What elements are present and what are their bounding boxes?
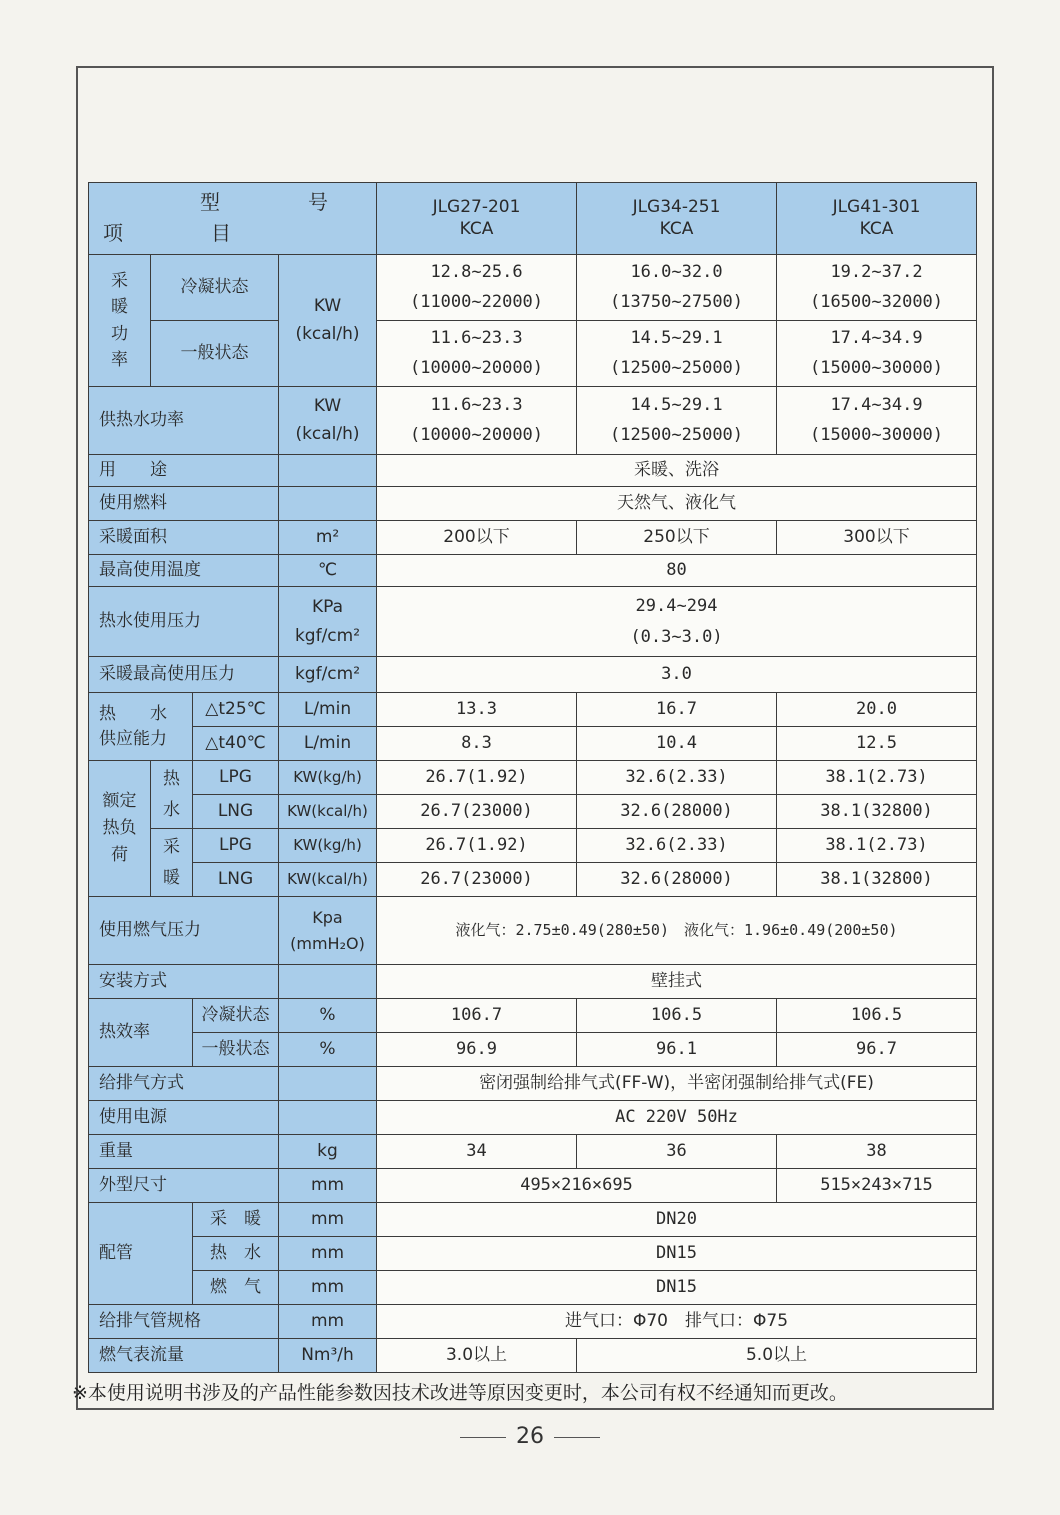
rated-load-hot-water: 热 水 (151, 761, 193, 829)
table-cell: 进气口：Φ70 排气口：Φ75 (377, 1305, 977, 1339)
table-row (89, 555, 977, 587)
table-cell: 8.3 (377, 727, 577, 761)
weight-unit: kg (279, 1135, 377, 1169)
table-row (89, 1067, 977, 1101)
table-cell: 天然气、液化气 (377, 487, 977, 521)
page-number: 26 (516, 1424, 544, 1449)
unit-cell: mm (279, 1237, 377, 1271)
table-cell: 11.6~23.3 (10000~20000) (377, 321, 577, 387)
piping-row-label: 采 暖 (193, 1203, 279, 1237)
table-cell: 34 (377, 1135, 577, 1169)
table-cell: 96.1 (577, 1033, 777, 1067)
item-label: 项 目 (103, 220, 265, 245)
table-row (89, 321, 977, 387)
heating-area-unit: m² (279, 521, 377, 555)
exhaust-pipe-label: 给排气管规格 (89, 1305, 279, 1339)
table-row (89, 761, 977, 795)
gas-meter-unit: Nm³/h (279, 1339, 377, 1373)
heating-power-row-label: 一般状态 (151, 321, 279, 387)
heating-max-pressure-label: 采暖最高使用压力 (89, 657, 279, 693)
table-cell: 96.7 (777, 1033, 977, 1067)
gas-type: LNG (193, 795, 279, 829)
table-row (89, 1033, 977, 1067)
page-number-dash-right (554, 1437, 600, 1438)
unit-cell: KW(kcal/h) (279, 795, 377, 829)
table-cell: 32.6(2.33) (577, 829, 777, 863)
table-row (89, 1135, 977, 1169)
table-cell: 12.8~25.6 (11000~22000) (377, 255, 577, 321)
exhaust-method-label: 给排气方式 (89, 1067, 279, 1101)
table-row (89, 693, 977, 727)
table-row (89, 999, 977, 1033)
table-row (89, 1169, 977, 1203)
table-cell: 密闭强制给排气式(FF-W)，半密闭强制给排气式(FE) (377, 1067, 977, 1101)
table-row (89, 965, 977, 999)
empty-unit (279, 1067, 377, 1101)
rated-load-heating: 采 暖 (151, 829, 193, 897)
unit-cell: KW(kg/h) (279, 829, 377, 863)
table-cell: 13.3 (377, 693, 577, 727)
table-cell: 10.4 (577, 727, 777, 761)
table-cell: 液化气：2.75±0.49(280±50) 液化气：1.96±0.49(200±50) (377, 897, 977, 965)
gas-pressure-unit: Kpa (mmH₂O) (279, 897, 377, 965)
heating-power-row-label: 冷凝状态 (151, 255, 279, 321)
table-cell: 106.5 (777, 999, 977, 1033)
table-cell: AC 220V 50Hz (377, 1101, 977, 1135)
piping-group: 配管 (89, 1203, 193, 1305)
dimensions-label: 外型尺寸 (89, 1169, 279, 1203)
table-row (89, 1203, 977, 1237)
table-cell: 96.9 (377, 1033, 577, 1067)
hot-water-supply-group: 热 水 供应能力 (89, 693, 193, 761)
table-cell: 38 (777, 1135, 977, 1169)
hot-water-pressure-unit: KPa kgf/cm² (279, 587, 377, 657)
gas-meter-label: 燃气表流量 (89, 1339, 279, 1373)
table-cell: DN20 (377, 1203, 977, 1237)
table-cell: 12.5 (777, 727, 977, 761)
table-cell: 515×243×715 (777, 1169, 977, 1203)
table-cell: 3.0 (377, 657, 977, 693)
table-cell: 16.0~32.0 (13750~27500) (577, 255, 777, 321)
table-cell: 200以下 (377, 521, 577, 555)
table-cell: 36 (577, 1135, 777, 1169)
table-cell: 300以下 (777, 521, 977, 555)
table-cell: 16.7 (577, 693, 777, 727)
table-row (89, 1339, 977, 1373)
table-cell: 38.1(32800) (777, 863, 977, 897)
table-row (89, 1271, 977, 1305)
dimensions-unit: mm (279, 1169, 377, 1203)
heating-power-group: 采 暖 功 率 (89, 255, 151, 387)
empty-unit (279, 1101, 377, 1135)
page-number-block (0, 1424, 1060, 1449)
table-cell: 38.1(32800) (777, 795, 977, 829)
spec-table (88, 182, 977, 1373)
model-1: JLG27-201 KCA (377, 183, 577, 255)
model-2: JLG34-251 KCA (577, 183, 777, 255)
efficiency-row-label: 冷凝状态 (193, 999, 279, 1033)
heating-max-pressure-unit: kgf/cm² (279, 657, 377, 693)
table-row (89, 487, 977, 521)
table-row (89, 727, 977, 761)
table-row (89, 387, 977, 455)
table-cell: 26.7(23000) (377, 863, 577, 897)
unit-cell: KW(kg/h) (279, 761, 377, 795)
table-row (89, 1305, 977, 1339)
piping-row-label: 热 水 (193, 1237, 279, 1271)
gas-pressure-label: 使用燃气压力 (89, 897, 279, 965)
gas-type: LPG (193, 829, 279, 863)
exhaust-pipe-unit: mm (279, 1305, 377, 1339)
unit-cell: L/min (279, 693, 377, 727)
table-cell: 17.4~34.9 (15000~30000) (777, 387, 977, 455)
power-supply-label: 使用电源 (89, 1101, 279, 1135)
efficiency-row-label: 一般状态 (193, 1033, 279, 1067)
table-row (89, 657, 977, 693)
max-temp-unit: ℃ (279, 555, 377, 587)
table-cell: 495×216×695 (377, 1169, 777, 1203)
table-cell: 106.5 (577, 999, 777, 1033)
table-cell: 19.2~37.2 (16500~32000) (777, 255, 977, 321)
table-cell: 29.4~294 (0.3~3.0) (377, 587, 977, 657)
header-corner (89, 183, 377, 255)
empty-unit (279, 455, 377, 487)
table-cell: 26.7(1.92) (377, 829, 577, 863)
weight-label: 重量 (89, 1135, 279, 1169)
gas-type: LPG (193, 761, 279, 795)
footnote: ※本使用说明书涉及的产品性能参数因技术改进等原因变更时，本公司有权不经通知而更改。 (72, 1382, 848, 1404)
unit-cell: L/min (279, 727, 377, 761)
unit-cell: % (279, 1033, 377, 1067)
table-cell: 26.7(1.92) (377, 761, 577, 795)
table-row (89, 255, 977, 321)
unit-cell: mm (279, 1271, 377, 1305)
table-cell: 32.6(28000) (577, 795, 777, 829)
table-cell: 250以下 (577, 521, 777, 555)
table-cell: 32.6(28000) (577, 863, 777, 897)
table-cell: 14.5~29.1 (12500~25000) (577, 387, 777, 455)
table-cell: 38.1(2.73) (777, 829, 977, 863)
table-row (89, 795, 977, 829)
heating-area-label: 采暖面积 (89, 521, 279, 555)
empty-unit (279, 965, 377, 999)
delta-t-label: △t40℃ (193, 727, 279, 761)
table-cell: 3.0以上 (377, 1339, 577, 1373)
model-label: 型 号 (200, 189, 362, 214)
table-row (89, 521, 977, 555)
fuel-label: 使用燃料 (89, 487, 279, 521)
table-row (89, 897, 977, 965)
table-row (89, 1101, 977, 1135)
hot-water-power-label: 供热水功率 (89, 387, 279, 455)
table-cell: 106.7 (377, 999, 577, 1033)
efficiency-group: 热效率 (89, 999, 193, 1067)
table-cell: 20.0 (777, 693, 977, 727)
table-cell: 14.5~29.1 (12500~25000) (577, 321, 777, 387)
table-cell: 壁挂式 (377, 965, 977, 999)
table-cell: DN15 (377, 1271, 977, 1305)
max-temp-label: 最高使用温度 (89, 555, 279, 587)
table-cell: 17.4~34.9 (15000~30000) (777, 321, 977, 387)
page-number-dash-left (460, 1437, 506, 1438)
table-cell: 5.0以上 (577, 1339, 977, 1373)
unit-cell: % (279, 999, 377, 1033)
rated-load-group: 额定 热负 荷 (89, 761, 151, 897)
empty-unit (279, 487, 377, 521)
hot-water-pressure-label: 热水使用压力 (89, 587, 279, 657)
hot-water-power-unit: KW (kcal/h) (279, 387, 377, 455)
table-row (89, 1237, 977, 1271)
table-row (89, 455, 977, 487)
heating-power-unit: KW (kcal/h) (279, 255, 377, 387)
table-row (89, 863, 977, 897)
table-row (89, 587, 977, 657)
model-3: JLG41-301 KCA (777, 183, 977, 255)
usage-label: 用 途 (89, 455, 279, 487)
unit-cell: mm (279, 1203, 377, 1237)
table-cell: 26.7(23000) (377, 795, 577, 829)
table-cell: DN15 (377, 1237, 977, 1271)
header-row (89, 183, 977, 255)
table-cell: 11.6~23.3 (10000~20000) (377, 387, 577, 455)
table-cell: 采暖、洗浴 (377, 455, 977, 487)
install-label: 安装方式 (89, 965, 279, 999)
delta-t-label: △t25℃ (193, 693, 279, 727)
table-cell: 80 (377, 555, 977, 587)
gas-type: LNG (193, 863, 279, 897)
spec-table-wrapper (88, 182, 976, 1373)
table-row (89, 829, 977, 863)
unit-cell: KW(kcal/h) (279, 863, 377, 897)
table-cell: 32.6(2.33) (577, 761, 777, 795)
piping-row-label: 燃 气 (193, 1271, 279, 1305)
table-cell: 38.1(2.73) (777, 761, 977, 795)
